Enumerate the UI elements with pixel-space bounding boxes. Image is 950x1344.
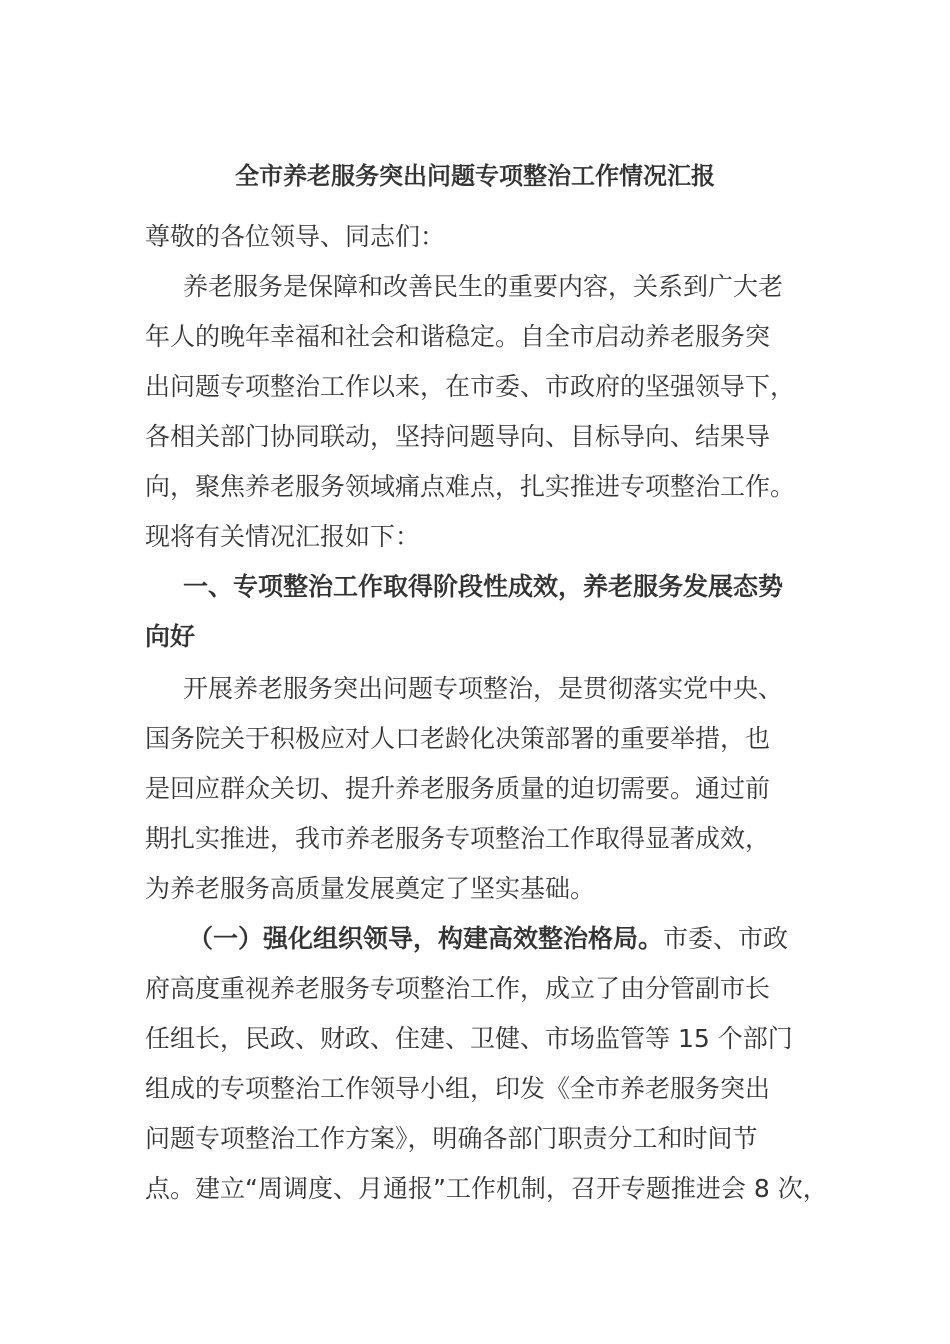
intro-line: 养老服务是保障和改善民生的重要内容，关系到广大老: [183, 272, 784, 301]
subsection-heading: （一）强化组织领导，构建高效整治格局。: [188, 924, 664, 953]
section-body-line: 为养老服务高质量发展奠定了坚实基础。: [145, 874, 596, 903]
salutation: 尊敬的各位领导、同志们：: [145, 222, 446, 251]
document-title: 全市养老服务突出问题专项整治工作情况汇报: [235, 162, 715, 190]
subsection-line: 组成的专项整治工作领导小组，印发《全市养老服务突出: [145, 1074, 771, 1103]
section-heading: 向好: [145, 622, 196, 651]
intro-line: 出问题专项整治工作以来，在市委、市政府的坚强领导下，: [145, 372, 796, 401]
section-body-line: 国务院关于积极应对人口老龄化决策部署的重要举措，也: [145, 724, 771, 753]
intro-line: 现将有关情况汇报如下：: [145, 522, 421, 551]
subsection-first-line: [188, 921, 788, 957]
subsection-line: 点。建立“周调度、月通报”工作机制，召开专题推进会 8 次，: [145, 1174, 828, 1203]
subsection-line: 府高度重视养老服务专项整治工作，成立了由分管副市长: [145, 974, 771, 1003]
section-body-line: 开展养老服务突出问题专项整治，是贯彻落实党中央、: [183, 674, 784, 703]
intro-line: 年人的晚年幸福和社会和谐稳定。自全市启动养老服务突: [145, 322, 771, 351]
subsection-line: 问题专项整治工作方案》，明确各部门职责分工和时间节: [145, 1124, 758, 1153]
section-heading: 一、专项整治工作取得阶段性成效，养老服务发展态势: [183, 572, 784, 601]
intro-line: 各相关部门协同联动，坚持问题导向、目标导向、结果导: [145, 422, 771, 451]
subsection-text: 市委、市政: [663, 924, 789, 953]
section-body-line: 期扎实推进，我市养老服务专项整治工作取得显著成效，: [145, 824, 771, 853]
subsection-line: 任组长，民政、财政、住建、卫健、市场监管等 15 个部门: [145, 1024, 793, 1053]
intro-line: 向，聚焦养老服务领域痛点难点，扎实推进专项整治工作。: [145, 472, 796, 501]
section-body-line: 是回应群众关切、提升养老服务质量的迫切需要。通过前: [145, 774, 771, 803]
